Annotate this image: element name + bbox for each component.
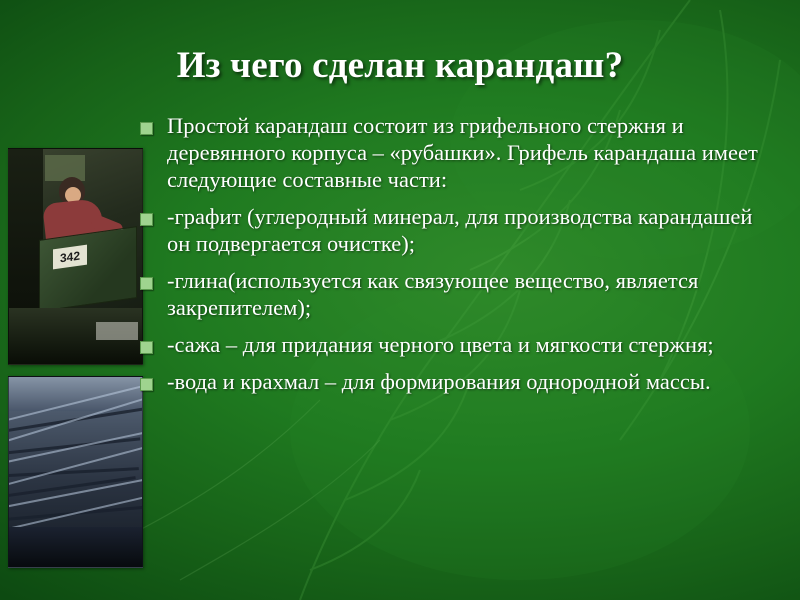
bullet-square-icon [140,122,153,135]
bullet-text: -вода и крахмал – для формирования однородной массы. [167,369,711,394]
machine-number-plate: 342 [53,245,87,270]
lead-rod [8,467,139,478]
list-item [140,368,780,395]
bullet-text: -сажа – для придания черного цвета и мягкости стержня; [167,332,714,357]
bullet-square-icon [140,341,153,354]
photo-window [45,155,85,181]
list-item [140,331,780,358]
list-item [140,203,780,257]
graphite-leads-photo [8,376,143,568]
bullet-list [140,112,780,405]
bullet-square-icon [140,277,153,290]
list-item [140,112,780,193]
page-title: Из чего сделан карандаш? [176,45,624,86]
bullet-text: -графит (углеродный минерал, для производства карандашей он подвергается очистке); [167,204,753,256]
bullet-square-icon [140,213,153,226]
list-item [140,267,780,321]
leads-bottom-band [9,527,142,567]
bullet-square-icon [140,378,153,391]
bullet-text: -глина(используется как связующее вещество, является закрепителем); [167,268,699,320]
bullet-text: Простой карандаш состоит из грифельного стержня и деревянного корпуса – «рубашки». Грифель карандаша имеет следующие составные части: [167,113,758,192]
photo-caption-tag [96,322,138,340]
factory-worker-photo [8,148,143,365]
